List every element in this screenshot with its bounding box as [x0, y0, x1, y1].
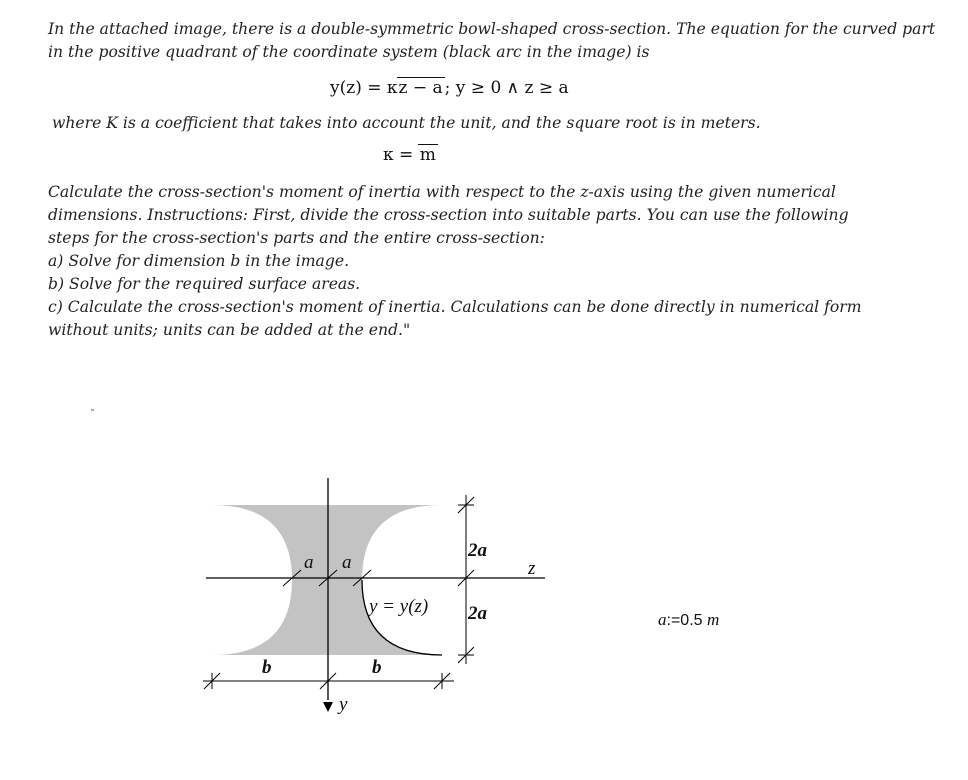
parameter-assign: := — [666, 612, 681, 629]
label-z: z — [528, 558, 536, 579]
instruction-line: steps for the cross-section's parts and the entire cross-section: — [48, 229, 545, 247]
parameter-definition — [658, 610, 719, 630]
parameter-value: 0.5 — [680, 612, 703, 629]
kappa-equation-radicand: m — [419, 145, 436, 165]
label-2a-bottom: 2a — [468, 603, 487, 624]
curve-equation-lhs: y(z) = κ — [330, 78, 398, 98]
y-axis-arrow-icon — [323, 702, 333, 712]
instruction-step-a: a) Solve for dimension b in the image. — [48, 252, 350, 270]
instruction-line: Calculate the cross-section's moment of inertia with respect to the z-axis using the given numerical — [48, 183, 836, 201]
instruction-step-c: c) Calculate the cross-section's moment of inertia. Calculations can be done directly in numerical form — [48, 298, 862, 316]
curve-equation-condition: ; y ≥ 0 ∧ z ≥ a — [444, 78, 569, 98]
instruction-step-b: b) Solve for the required surface areas. — [48, 275, 361, 293]
label-b-right: b — [372, 657, 382, 678]
label-b-left: b — [262, 657, 272, 678]
instruction-line: without units; units can be added at the end." — [48, 321, 411, 339]
label-2a-top: 2a — [468, 540, 487, 561]
label-curve: y = y(z) — [369, 596, 429, 617]
kappa-equation-lhs: κ = — [383, 145, 419, 165]
parameter-name: a — [658, 610, 667, 629]
cross-section-shape — [212, 505, 442, 655]
intro-paragraph: In the attached image, there is a double-symmetric bowl-shaped cross-section. The equation for the curved part in the positive quadrant of the coordinate system (black arc in the image) is — [48, 20, 936, 61]
instruction-line: dimensions. Instructions: First, divide the cross-section into suitable parts. You can use the following — [48, 206, 849, 224]
label-a-left: a — [304, 552, 314, 573]
parameter-unit: m — [707, 610, 720, 629]
label-a-right: a — [342, 552, 352, 573]
curve-equation-radicand: z − a — [398, 78, 443, 98]
where-text: where K is a coefficient that takes into account the unit, and the square root is in meters. — [52, 114, 761, 132]
label-y: y — [339, 694, 348, 715]
